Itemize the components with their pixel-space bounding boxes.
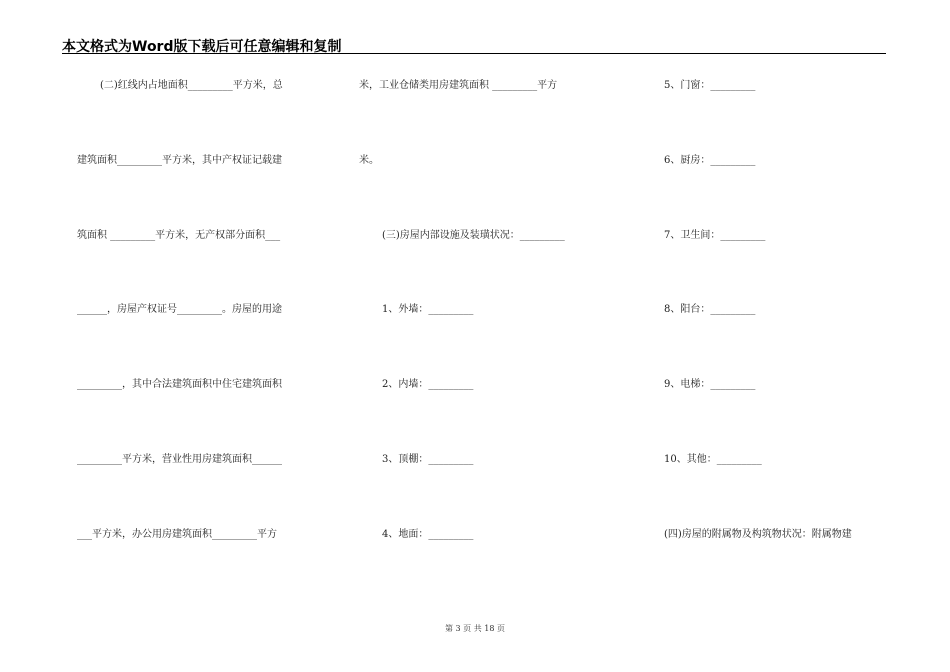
right-line-3: 7、卫生间：_________ xyxy=(664,230,766,241)
right-line-6: 10、其他：_________ xyxy=(664,454,762,465)
right-line-7: (四)房屋的附属物及构筑物状况：附属物建 xyxy=(664,529,852,540)
document-header-title: 本文格式为Word版下载后可任意编辑和复制 xyxy=(62,39,342,55)
page-number: 第 3 页 共 18 页 xyxy=(445,624,505,633)
left-line-4: ______，房屋产权证号_________。房屋的用途 xyxy=(77,304,282,315)
left-line-7: ___平方米，办公用房建筑面积_________平方 xyxy=(77,529,277,540)
left-line-5: _________，其中合法建筑面积中住宅建筑面积 xyxy=(77,379,282,390)
middle-line-4: 1、外墙：_________ xyxy=(382,304,474,315)
right-line-1: 5、门窗：_________ xyxy=(664,80,756,91)
left-line-6: _________平方米，营业性用房建筑面积______ xyxy=(77,454,282,465)
middle-line-6: 3、顶棚：_________ xyxy=(382,454,474,465)
right-line-5: 9、电梯：_________ xyxy=(664,379,756,390)
middle-line-3: (三)房屋内部设施及装璜状况：_________ xyxy=(382,230,565,241)
middle-line-7: 4、地面：_________ xyxy=(382,529,474,540)
middle-line-2: 米。 xyxy=(359,155,379,166)
left-line-2: 建筑面积_________平方米，其中产权证记载建 xyxy=(77,155,282,166)
left-line-1: (二)红线内占地面积_________平方米，总 xyxy=(100,80,283,91)
middle-line-5: 2、内墙：_________ xyxy=(382,379,474,390)
header-divider xyxy=(62,53,886,54)
right-line-4: 8、阳台：_________ xyxy=(664,304,756,315)
right-line-2: 6、厨房：_________ xyxy=(664,155,756,166)
left-line-3: 筑面积 _________平方米，无产权部分面积___ xyxy=(77,230,281,241)
middle-line-1: 米，工业仓储类用房建筑面积 _________平方 xyxy=(359,80,558,91)
